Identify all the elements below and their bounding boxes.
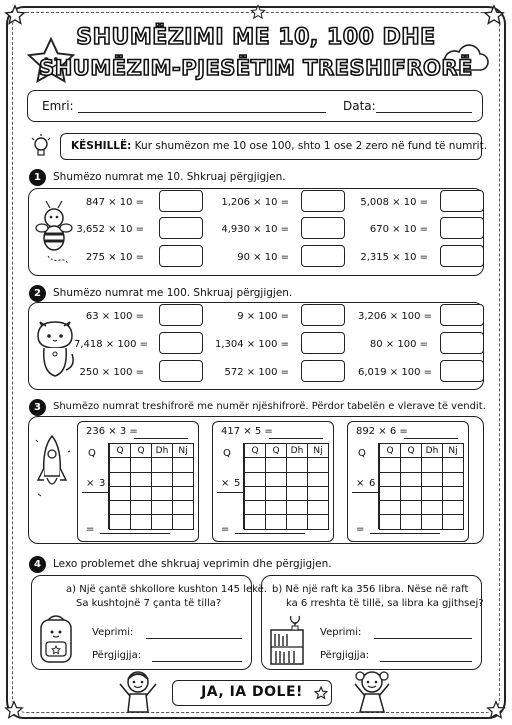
- answer-box[interactable]: [440, 304, 484, 326]
- name-field[interactable]: [78, 112, 326, 113]
- equals-sign: =: [221, 524, 230, 535]
- table-cell[interactable]: [173, 501, 194, 515]
- card-answer-line[interactable]: [269, 438, 323, 439]
- table-cell[interactable]: [266, 515, 287, 529]
- section4-number: 4: [29, 556, 46, 573]
- answer-box[interactable]: [301, 360, 345, 382]
- tip-label: KËSHILLË:: [71, 140, 132, 152]
- answer-line[interactable]: [152, 661, 242, 662]
- place-value-table: [244, 443, 329, 530]
- column-header: Nj: [173, 444, 194, 458]
- problem-a-line1: a) Një çantë shkollore kushton 145 lekë.: [66, 584, 267, 595]
- operation-line[interactable]: [146, 638, 242, 639]
- backpack-icon: [36, 612, 76, 666]
- date-label: Data:: [343, 99, 376, 113]
- table-cell[interactable]: [110, 458, 131, 472]
- divider: [217, 492, 243, 493]
- multiplier: 5: [234, 478, 241, 489]
- girl-icon: [352, 668, 392, 714]
- multiplication-card: [212, 421, 334, 542]
- problem-text: 2,315 × 10 =: [360, 252, 428, 263]
- table-cell[interactable]: [245, 458, 266, 472]
- table-cell[interactable]: [443, 515, 464, 529]
- answer-box[interactable]: [440, 190, 484, 212]
- problem-text: 4,930 × 10 =: [221, 224, 289, 235]
- star-icon: [250, 4, 266, 20]
- star-icon: [483, 4, 505, 26]
- table-cell[interactable]: [173, 472, 194, 486]
- cat-icon: [32, 312, 78, 382]
- answer-box[interactable]: [159, 332, 203, 354]
- table-cell[interactable]: [422, 486, 443, 500]
- table-cell[interactable]: [152, 486, 173, 500]
- problem-text: 1,304 × 100 =: [215, 339, 290, 350]
- star-icon: [4, 4, 26, 26]
- table-cell[interactable]: [152, 501, 173, 515]
- problem-a-line2: Sa kushtojnë 7 çanta të tilla?: [76, 598, 222, 609]
- answer-line[interactable]: [380, 661, 472, 662]
- result-line[interactable]: [235, 533, 305, 534]
- table-cell[interactable]: [308, 486, 329, 500]
- card-problem: 417 × 5 =: [221, 426, 273, 437]
- table-cell[interactable]: [287, 486, 308, 500]
- table-cell[interactable]: [110, 486, 131, 500]
- answer-box[interactable]: [440, 245, 484, 267]
- problem-text: 847 × 10 =: [85, 197, 144, 208]
- name-date-box: [27, 90, 483, 122]
- tip-box: [60, 133, 488, 160]
- table-cell[interactable]: [110, 515, 131, 529]
- problem-b-line1: b) Në një raft ka 356 libra. Nëse në raft: [272, 584, 469, 595]
- answer-box[interactable]: [159, 190, 203, 212]
- table-cell[interactable]: [131, 501, 152, 515]
- answer-box[interactable]: [301, 217, 345, 239]
- column-header: Q: [131, 444, 152, 458]
- operation-label: Veprimi:: [92, 627, 134, 638]
- word-problem-a: [31, 575, 267, 670]
- answer-box[interactable]: [301, 304, 345, 326]
- star-icon: [4, 700, 24, 720]
- problem-b-line2: ka 6 rreshta të tillë, sa libra ka gjithsej?: [286, 598, 484, 609]
- tip-text: Kur shumëzon me 10 ose 100, shto 1 ose 2 zero në fund të numrit.: [134, 140, 488, 152]
- table-cell[interactable]: [443, 501, 464, 515]
- table-cell[interactable]: [443, 472, 464, 486]
- lightbulb-icon: [30, 134, 52, 160]
- equals-sign: =: [86, 524, 95, 535]
- problem-text: 572 × 100 =: [224, 367, 289, 378]
- date-field[interactable]: [376, 112, 472, 113]
- problem-text: 6,019 × 100 =: [358, 367, 433, 378]
- table-cell[interactable]: [308, 458, 329, 472]
- boy-icon: [118, 668, 158, 714]
- table-cell[interactable]: [401, 472, 422, 486]
- table-cell[interactable]: [173, 486, 194, 500]
- times-sign: ×: [356, 478, 365, 489]
- answer-box[interactable]: [159, 217, 203, 239]
- congrats-banner: JA, IA DOLE!: [172, 680, 332, 706]
- table-cell[interactable]: [422, 472, 443, 486]
- column-header: Q: [266, 444, 287, 458]
- column-header: Dh: [422, 444, 443, 458]
- card-answer-line[interactable]: [404, 438, 458, 439]
- table-cell[interactable]: [422, 515, 443, 529]
- star-icon: [486, 700, 506, 720]
- answer-box[interactable]: [301, 190, 345, 212]
- table-cell[interactable]: [287, 501, 308, 515]
- answer-box[interactable]: [440, 360, 484, 382]
- table-cell[interactable]: [245, 515, 266, 529]
- table-cell[interactable]: [380, 501, 401, 515]
- problem-text: 90 × 10 =: [237, 252, 289, 263]
- table-cell[interactable]: [131, 486, 152, 500]
- star-icon: [314, 686, 328, 700]
- problem-text: 3,652 × 10 =: [76, 224, 144, 235]
- answer-label: Përgjigjja:: [320, 650, 370, 661]
- table-cell[interactable]: [380, 472, 401, 486]
- table-cell[interactable]: [287, 472, 308, 486]
- table-cell[interactable]: [245, 501, 266, 515]
- place-value-table: [109, 443, 194, 530]
- table-cell[interactable]: [443, 458, 464, 472]
- word-problem-b: [261, 575, 482, 670]
- table-cell[interactable]: [173, 515, 194, 529]
- table-cell[interactable]: [245, 472, 266, 486]
- table-cell[interactable]: [110, 472, 131, 486]
- problem-text: 275 × 10 =: [85, 252, 144, 263]
- column-header: Nj: [443, 444, 464, 458]
- bee-icon: [34, 198, 74, 268]
- table-cell[interactable]: [131, 515, 152, 529]
- table-cell[interactable]: [152, 458, 173, 472]
- place-value-table: [379, 443, 464, 530]
- table-cell[interactable]: [401, 486, 422, 500]
- column-header: Q: [245, 444, 266, 458]
- q-label: Q: [88, 448, 96, 459]
- equals-sign: =: [356, 524, 365, 535]
- problem-text: 80 × 100 =: [369, 339, 428, 350]
- answer-box[interactable]: [301, 245, 345, 267]
- table-cell[interactable]: [422, 501, 443, 515]
- table-cell[interactable]: [266, 472, 287, 486]
- answer-box[interactable]: [301, 332, 345, 354]
- column-header: Dh: [152, 444, 173, 458]
- problem-text: 670 × 10 =: [369, 224, 428, 235]
- table-cell[interactable]: [308, 501, 329, 515]
- table-cell[interactable]: [308, 472, 329, 486]
- multiplier: 3: [99, 478, 106, 489]
- answer-box[interactable]: [440, 332, 484, 354]
- times-sign: ×: [86, 478, 95, 489]
- answer-box[interactable]: [159, 360, 203, 382]
- table-cell[interactable]: [422, 458, 443, 472]
- operation-line[interactable]: [374, 638, 472, 639]
- worksheet-title-line1: SHUMËZIMI ME 10, 100 DHE: [76, 25, 436, 50]
- multiplication-card: [77, 421, 199, 542]
- column-header: Dh: [287, 444, 308, 458]
- result-line[interactable]: [100, 533, 170, 534]
- table-cell[interactable]: [443, 486, 464, 500]
- table-cell[interactable]: [287, 458, 308, 472]
- column-header: Nj: [308, 444, 329, 458]
- result-line[interactable]: [370, 533, 440, 534]
- table-cell[interactable]: [401, 501, 422, 515]
- section4-instruction: Lexo problemet dhe shkruaj veprimin dhe përgjigjen.: [53, 558, 332, 570]
- q-label: Q: [223, 448, 231, 459]
- column-header: Q: [380, 444, 401, 458]
- table-cell[interactable]: [401, 515, 422, 529]
- problem-text: 250 × 100 =: [79, 367, 144, 378]
- section3-number: 3: [29, 399, 46, 416]
- worksheet-title-line2: SHUMËZIM-PJESËTIM TRESHIFRORË: [39, 56, 473, 80]
- table-cell[interactable]: [245, 486, 266, 500]
- table-cell[interactable]: [380, 486, 401, 500]
- section1-instruction: Shumëzo numrat me 10. Shkruaj përgjigjen.: [53, 171, 286, 183]
- table-cell[interactable]: [152, 472, 173, 486]
- column-header: Q: [401, 444, 422, 458]
- answer-box[interactable]: [159, 304, 203, 326]
- card-answer-line[interactable]: [134, 438, 188, 439]
- column-header: Q: [110, 444, 131, 458]
- table-cell[interactable]: [266, 458, 287, 472]
- problem-text: 7,418 × 100 =: [74, 339, 149, 350]
- table-cell[interactable]: [287, 515, 308, 529]
- table-cell[interactable]: [266, 486, 287, 500]
- table-cell[interactable]: [131, 458, 152, 472]
- table-cell[interactable]: [308, 515, 329, 529]
- problem-text: 3,206 × 100 =: [358, 311, 433, 322]
- problem-text: 63 × 100 =: [85, 311, 144, 322]
- table-cell[interactable]: [110, 501, 131, 515]
- name-label: Emri:: [42, 99, 74, 113]
- card-problem: 236 × 3 =: [86, 426, 138, 437]
- answer-box[interactable]: [440, 217, 484, 239]
- q-label: Q: [358, 448, 366, 459]
- rocket-icon: [32, 432, 72, 512]
- table-cell[interactable]: [152, 515, 173, 529]
- table-cell[interactable]: [266, 501, 287, 515]
- table-cell[interactable]: [173, 458, 194, 472]
- problem-text: 1,206 × 10 =: [221, 197, 289, 208]
- table-cell[interactable]: [380, 458, 401, 472]
- problem-text: 9 × 100 =: [237, 311, 289, 322]
- card-problem: 892 × 6 =: [356, 426, 408, 437]
- section3-instruction: Shumëzo numrat treshifrorë me numër njëshifrorë. Përdor tabelën e vlerave të vendit.: [53, 401, 486, 412]
- table-cell[interactable]: [380, 515, 401, 529]
- section1-number: 1: [29, 169, 46, 186]
- divider: [82, 492, 108, 493]
- problem-text: 5,008 × 10 =: [360, 197, 428, 208]
- divider: [352, 492, 378, 493]
- times-sign: ×: [221, 478, 230, 489]
- section2-number: 2: [29, 285, 46, 302]
- multiplication-card: [347, 421, 469, 542]
- answer-label: Përgjigjja:: [92, 650, 142, 661]
- bookshelf-icon: [268, 614, 306, 666]
- multiplier: 6: [369, 478, 376, 489]
- operation-label: Veprimi:: [320, 627, 362, 638]
- section2-instruction: Shumëzo numrat me 100. Shkruaj përgjigjen.: [53, 287, 293, 299]
- answer-box[interactable]: [159, 245, 203, 267]
- table-cell[interactable]: [131, 472, 152, 486]
- table-cell[interactable]: [401, 458, 422, 472]
